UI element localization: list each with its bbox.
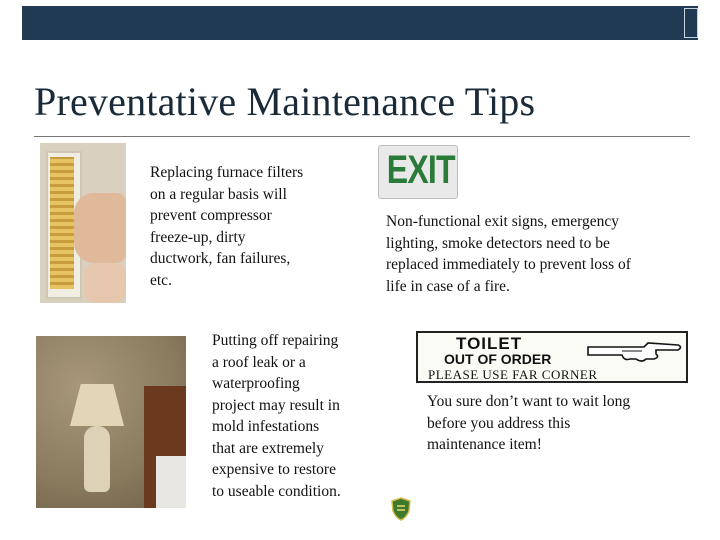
shield-logo-icon xyxy=(390,497,412,521)
text-line: mold infestations xyxy=(212,418,320,435)
pointing-hand-icon xyxy=(586,337,684,365)
text-line: prevent compressor xyxy=(150,207,272,224)
text-line: waterproofing xyxy=(212,375,300,392)
text-line: freeze-up, dirty xyxy=(150,228,246,246)
text-line: before you address this xyxy=(427,414,571,432)
exit-sign-text: EXIT xyxy=(386,148,455,192)
furnace-tip-text xyxy=(150,162,303,291)
text-line: that are extremely xyxy=(212,439,324,457)
text-line: a roof leak or a xyxy=(212,353,306,371)
text-line: ductwork, fan failures, xyxy=(150,250,291,267)
slide-title: Preventative Maintenance Tips xyxy=(34,79,536,124)
text-line: to useable condition. xyxy=(212,482,341,500)
text-line: expensive to restore xyxy=(212,461,336,478)
text-line: maintenance item! xyxy=(427,436,542,453)
text-line: etc. xyxy=(150,271,172,289)
sign-line-1: TOILET xyxy=(456,334,523,353)
text-line: Replacing furnace filters xyxy=(150,164,304,181)
header-corner-square xyxy=(684,8,698,38)
header-bar xyxy=(22,6,698,40)
text-line: Non-functional exit signs, emergency xyxy=(386,213,620,230)
exit-sign-image xyxy=(378,145,458,199)
title-divider xyxy=(34,136,690,137)
text-line: You sure don’t want to wait long xyxy=(427,393,631,410)
exit-tip-text xyxy=(386,211,631,297)
furnace-filter-photo xyxy=(40,143,126,303)
text-line: on a regular basis will xyxy=(150,185,287,203)
sign-line-3: PLEASE USE FAR CORNER xyxy=(428,367,598,382)
text-line: lighting, smoke detectors need to be xyxy=(386,234,610,252)
text-line: life in case of a fire. xyxy=(386,277,510,295)
text-line: Putting off repairing xyxy=(212,332,339,349)
text-line: replaced immediately to prevent loss of xyxy=(386,256,631,273)
sign-line-2: OUT OF ORDER xyxy=(444,351,552,367)
roof-tip-text xyxy=(212,330,341,502)
text-line: project may result in xyxy=(212,396,340,414)
toilet-out-of-order-sign xyxy=(416,331,688,383)
toilet-tip-text xyxy=(427,391,630,456)
mold-room-photo xyxy=(36,336,186,508)
